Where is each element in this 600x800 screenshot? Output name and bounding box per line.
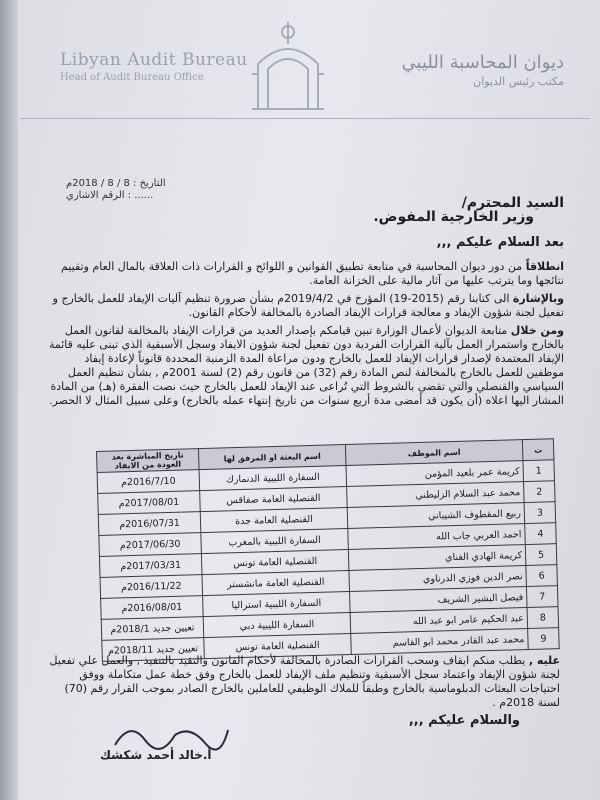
paragraph-1-text: من دور ديوان المحاسبة في متابعة تطبيق القوانين و اللوائح و القرارات ذات العلاقة بالمال العام وتقييم نتائجها وما يترتب عليها من آثار مالية على الخزانة العامة. xyxy=(61,260,564,287)
salutation: السيد المحترم/ xyxy=(461,195,564,211)
row-name: محمد عبد السلام الزليطني xyxy=(347,482,525,508)
greeting: بعد السلام عليكم ,,, xyxy=(436,235,564,250)
paragraph-3-lead: ومن خلال xyxy=(510,324,564,337)
row-no: 7 xyxy=(526,586,558,608)
row-name: كريمة الهادي الفناي xyxy=(348,545,526,571)
row-no: 2 xyxy=(524,481,556,503)
row-no: 8 xyxy=(527,607,559,629)
row-post: السفارة الليبية بالمغرب xyxy=(201,529,349,554)
row-date: 2017/03/31م xyxy=(99,554,202,578)
row-name: فيصل البشير الشريف xyxy=(350,587,528,613)
row-post: السفارة الليبية استراليا xyxy=(203,591,351,616)
paragraph-2-text: الى كتابنا رقم (2015-19) المؤرخ في 2019/4/2م بشأن ضرورة تنظيم آليات الإيفاد للعمل بالخارج و تفعيل لجنة شؤون الإيفاد و معالجة قرارات الإيفاد الصادرة بالمخالفة لأحكام القانون. xyxy=(52,292,564,319)
closing-text: يطلب منكم ايقاف وسحب القرارات الصادرة بالمخالفة لأحكام القانون والتقيد بالتنفيذ , والعمل علي تفعيل لجنة شؤون الإيفاد واعتماد سجل الأسبقية وتنظيم ملف الإيفاد للعمل بالخارج وفق خطة عمل متكاملة ووفق احتياجات البعثات الدبلوماسية بالخارج وطبقاً للملاك الوظيفي للعاملين بالخارج الصادر بموجب القرار رقم (70) لسنة 2018م . xyxy=(49,654,560,709)
arabic-subtitle: مكتب رئيس الديوان xyxy=(473,75,564,88)
row-date: 2017/06/30م xyxy=(99,533,202,557)
closing-paragraph xyxy=(40,654,560,710)
paragraph-3-text: متابعة الديوان لأعمال الوزارة تبين قيامكم بإصدار العديد من قرارات الإيفاد بالمخالفة لقانون العمل بالخارج واستمرار العمل بآلية القرارات الفردية دون تفعيل لجنة شؤون الايفاد وسجل الأسبقية الذي تبنى عليه قائمة الإيفاد المعتمدة لإصدار قرارات الإيفاد للعمل بالخارج ودون مراعاة المدة الزمنية المحددة قانوناً لإعادة إيفاد موظفين للعمل بالخارج بالمخالفة لنص المادة رقم (32) من قانون رقم (2) لسنة 2001م , بشأن تنظيم العمل السياسي والقنصلي والتي تقضي بالشروط التي تُراعى عند الإيفاد للعمل بالخارج حيث نصت الفقرة (هـ) من المادة المشار اليها اعلاه (أن يكون قد أمضى مدة أربع سنوات من تاريخ إنتهاء عمله بالخارج) وعلى سبيل المثال لا الحصر. xyxy=(48,324,564,407)
paragraph-1-lead: انطلاقاً xyxy=(525,260,564,273)
farewell: والسلام عليكم ,,, xyxy=(408,713,520,728)
row-post: السفارة الليبية دبي xyxy=(203,612,351,637)
english-header xyxy=(60,50,248,83)
row-name: كريمة عمر بلعيد المؤمن xyxy=(346,461,524,487)
row-no: 6 xyxy=(526,565,558,587)
letter-body xyxy=(44,196,564,412)
row-date: تعيين جديد 2018/1م xyxy=(101,617,204,641)
row-no: 1 xyxy=(523,460,555,482)
arabic-title: ديوان المحاسبة الليبي xyxy=(401,52,564,73)
arabic-header xyxy=(364,52,564,88)
row-post: القنصلية العامة صفاقس xyxy=(200,487,348,512)
row-post: القنصلية العامة مانشستر xyxy=(202,570,350,595)
row-post: القنصلية العامة جدة xyxy=(200,508,348,533)
paragraph-1 xyxy=(44,260,564,288)
reference-number: الرقم الاشاري : ...... xyxy=(66,190,154,201)
row-post: القنصلية العامة تونس xyxy=(204,633,352,658)
row-date: 2016/08/01م xyxy=(101,596,204,620)
row-no: 3 xyxy=(524,502,556,524)
row-date: 2016/7/10م xyxy=(97,470,200,494)
row-no: 9 xyxy=(528,628,560,650)
row-post: القنصلية العامة تونس xyxy=(201,549,349,574)
row-name: ربيع المقطوف الشيباني xyxy=(347,503,525,529)
english-subtitle: Head of Audit Bureau Office xyxy=(60,72,204,83)
signer-name: أ.خالد أحمد شكشك xyxy=(100,748,212,762)
col-header-date: تاريخ المباشرة بعد العودة من الايفاد xyxy=(97,449,200,473)
paragraph-2 xyxy=(44,292,564,320)
row-date: 2016/11/22م xyxy=(100,575,203,599)
reference-date: التاريخ : 8 / 8 / 2018م xyxy=(66,178,166,189)
row-name: احمد العربي جاب الله xyxy=(348,524,526,550)
closing-lead: عليه , xyxy=(528,654,560,667)
col-header-no: ت xyxy=(522,439,554,461)
row-name: محمد عبد القادر محمد ابو القاسم xyxy=(351,629,529,655)
col-header-post: اسم البعثة او المرفق لها xyxy=(198,445,346,470)
col-header-name: اسم الموظف xyxy=(345,440,523,466)
paragraph-3 xyxy=(44,324,564,408)
row-name: عبد الحكيم عامر ابو عبد الله xyxy=(350,608,528,634)
row-post: السفارة الليبية الدنمارك xyxy=(199,466,347,491)
english-title: Libyan Audit Bureau xyxy=(60,50,248,70)
page-edge xyxy=(0,0,18,800)
row-date: 2017/08/01م xyxy=(98,491,201,515)
employees-table xyxy=(96,438,560,662)
row-name: نصر الدين فوزي الدرناوي xyxy=(349,566,527,592)
addressee-title: وزير الخارجية المفوض. xyxy=(373,209,534,225)
paragraph-2-lead: وبالإشارة xyxy=(512,292,564,305)
row-no: 4 xyxy=(525,523,557,545)
row-date: 2016/07/31م xyxy=(98,512,201,536)
header-divider xyxy=(20,118,590,119)
row-date: تعيين جديد 2018/11م xyxy=(102,638,205,662)
row-no: 5 xyxy=(525,544,557,566)
audit-bureau-logo-icon xyxy=(238,14,338,114)
